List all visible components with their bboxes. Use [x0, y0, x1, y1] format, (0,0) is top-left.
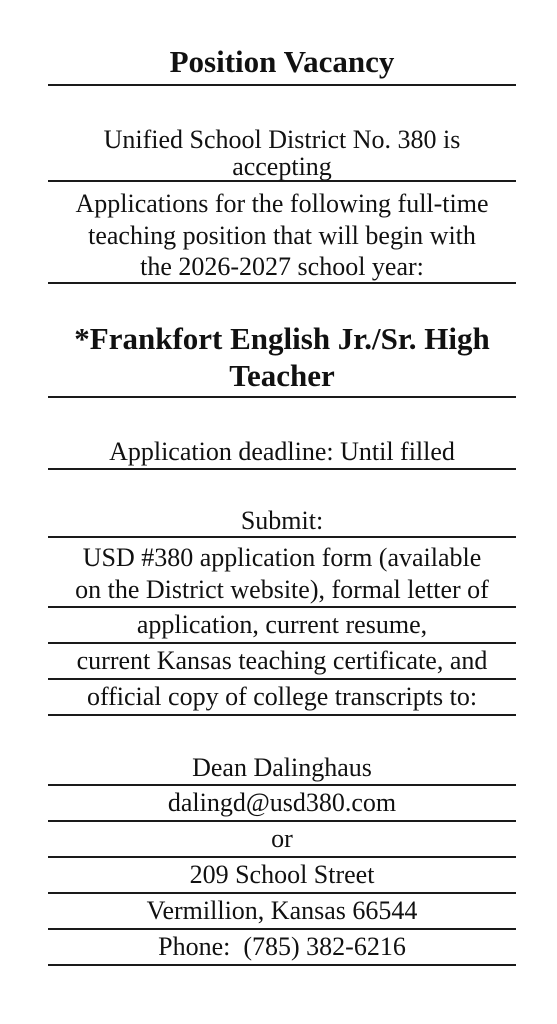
submit-line-2: on the District website), formal letter of	[48, 574, 516, 608]
contact-city: Vermillion, Kansas 66544	[48, 894, 516, 930]
contact-street: 209 School Street	[48, 858, 516, 894]
position-title-line-1: *Frankfort English Jr./Sr. High	[74, 321, 490, 356]
submit-line-5: official copy of college transcripts to:	[48, 680, 516, 716]
intro-paragraph	[48, 182, 516, 284]
submit-requirements	[48, 538, 516, 716]
intro-line-1: Unified School District No. 380 is	[103, 125, 461, 154]
intro-para-line-3: the 2026-2027 school year:	[140, 252, 424, 281]
submit-label: Submit:	[48, 506, 516, 538]
contact-or: or	[48, 822, 516, 858]
intro-para-line-2: teaching position that will begin with	[88, 221, 476, 250]
intro-line-2: accepting	[48, 154, 516, 182]
position-heading	[48, 284, 516, 398]
submit-line-4: current Kansas teaching certificate, and	[48, 644, 516, 680]
contact-email: dalingd@usd380.com	[48, 786, 516, 822]
contact-phone: Phone: (785) 382-6216	[48, 930, 516, 966]
intro-para-line-1: Applications for the following full-time	[75, 189, 489, 218]
submit-line-3: application, current resume,	[48, 608, 516, 644]
vacancy-notice	[48, 0, 516, 966]
submit-line-1: USD #380 application form (available	[82, 543, 482, 572]
position-title-line-2: Teacher	[229, 358, 335, 393]
page-title: Position Vacancy	[48, 0, 516, 86]
application-deadline: Application deadline: Until filled	[48, 436, 516, 470]
contact-name: Dean Dalinghaus	[48, 752, 516, 786]
